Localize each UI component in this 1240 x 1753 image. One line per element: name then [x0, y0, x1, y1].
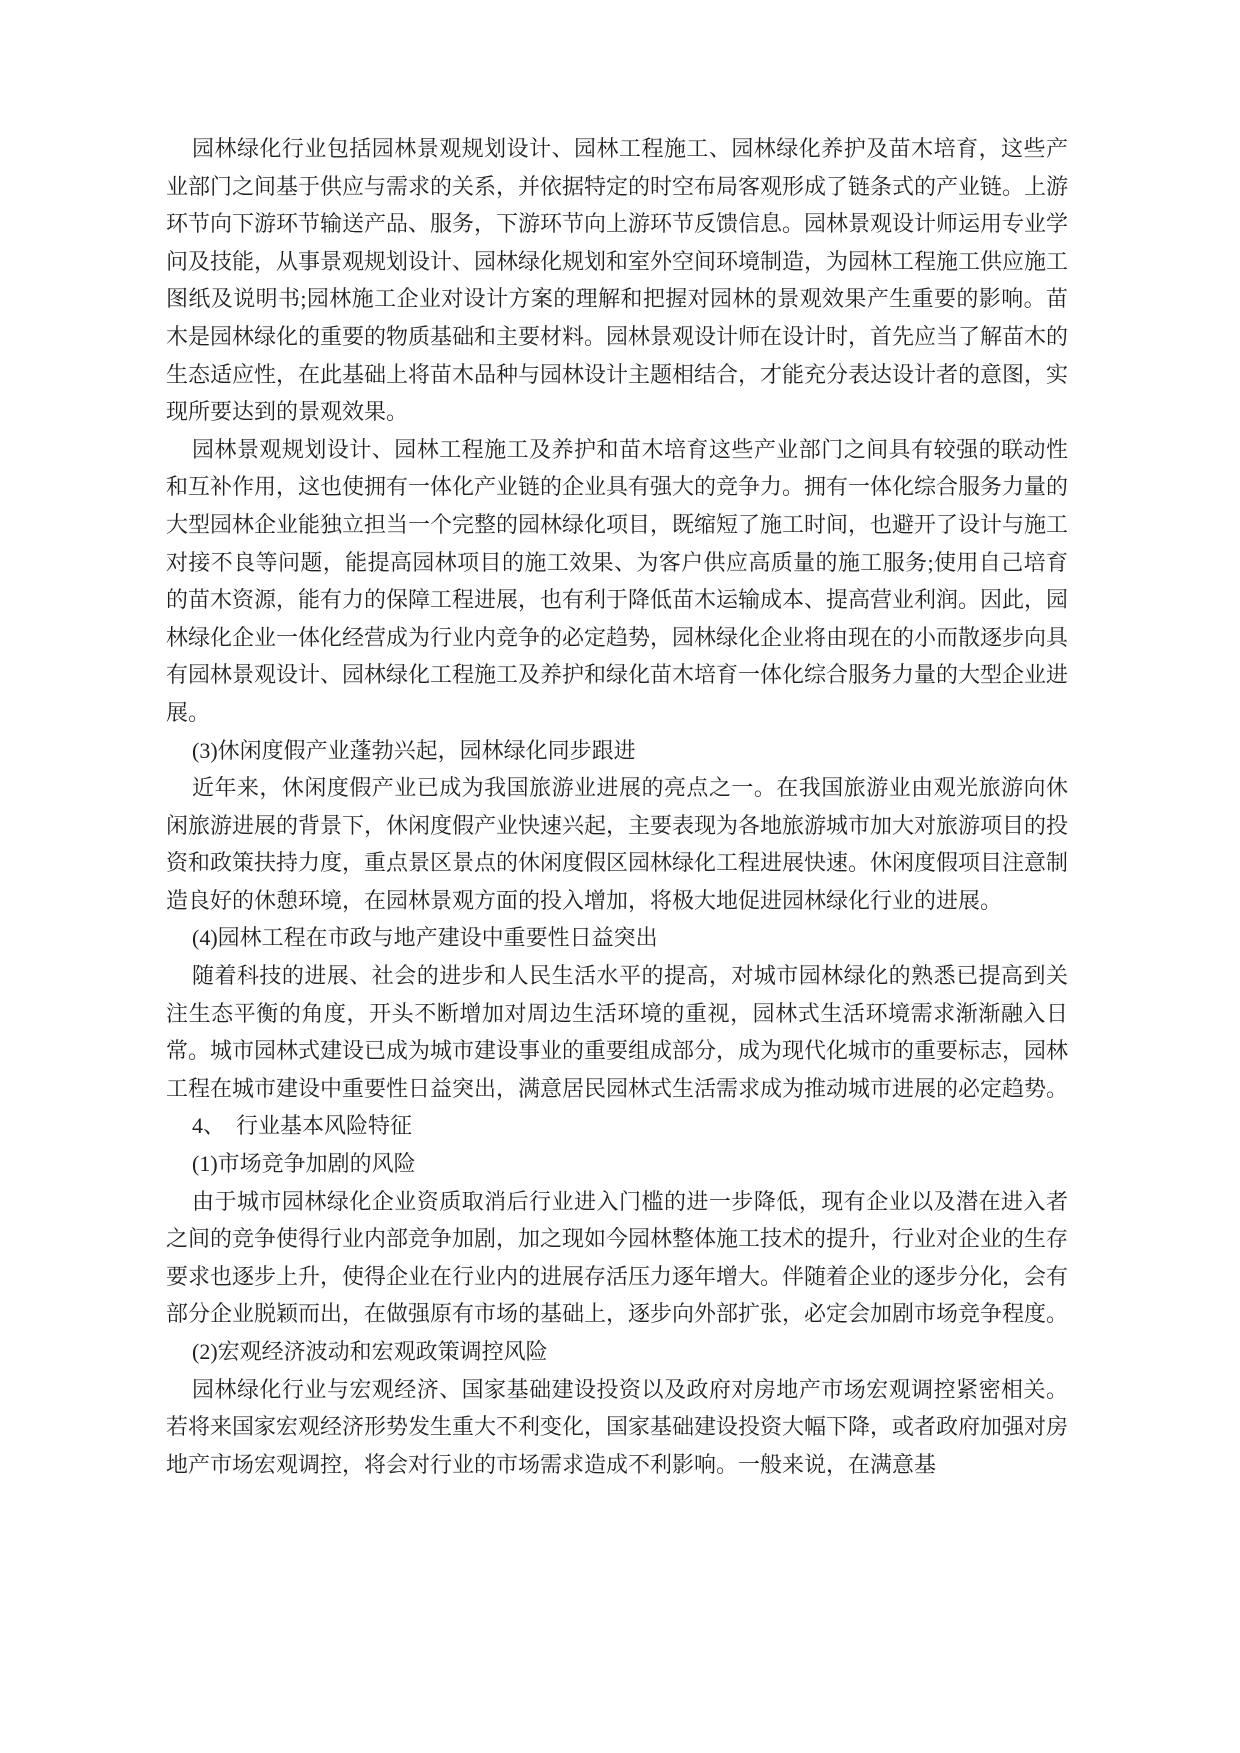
body-paragraph: 随着科技的进展、社会的进步和人民生活水平的提高，对城市园林绿化的熟悉已提高到关注生态平衡的角度，开头不断增加对周边生活环境的重视，园林式生活环境需求渐渐融入日常。城市园林式建设已成为城市建设事业的重要组成部分，成为现代化城市的重要标志，园林工程在城市建设中重要性日益突出，满意居民园林式生活需求成为推动城市进展的必定趋势。: [166, 963, 1069, 1101]
section-heading: 4、 行业基本风险特征: [192, 1113, 413, 1139]
body-paragraph: 由于城市园林绿化企业资质取消后行业进入门槛的进一步降低，现有企业以及潜在进入者之间的竞争使得行业内部竞争加剧，加之现如今园林整体施工技术的提升，行业对企业的生存要求也逐步上升，使得企业在行业内的进展存活压力逐年增大。伴随着企业的逐步分化，会有部分企业脱颖而出，在做强原有市场的基础上，逐步向外部扩张，必定会加剧市场竞争程度。: [166, 1188, 1069, 1327]
body-paragraph: 近年来，休闲度假产业已成为我国旅游业进展的亮点之一。在我国旅游业由观光旅游向休闲旅游进展的背景下，休闲度假产业快速兴起，主要表现为各地旅游城市加大对旅游项目的投资和政策扶持力度，重点景区景点的休闲度假区园林绿化工程进展快速。休闲度假项目注意制造良好的休憩环境，在园林景观方面的投入增加，将极大地促进园林绿化行业的进展。: [166, 775, 1069, 913]
body-paragraph: 园林绿化行业包括园林景观规划设计、园林工程施工、园林绿化养护及苗木培育，这些产业部门之间基于供应与需求的关系，并依据特定的时空布局客观形成了链条式的产业链。上游环节向下游环节输送产品、服务，下游环节向上游环节反馈信息。园林景观设计师运用专业学问及技能，从事景观规划设计、园林绿化规划和室外空间环境制造，为园林工程施工供应施工图纸及说明书;园林施工企业对设计方案的理解和把握对园林的景观效果产生重要的影响。苗木是园林绿化的重要的物质基础和主要材料。园林景观设计师在设计时，首先应当了解苗木的生态适应性，在此基础上将苗木品种与园林设计主题相结合，才能充分表达设计者的意图，实现所要达到的景观效果。: [166, 136, 1069, 425]
body-paragraph: 园林绿化行业与宏观经济、国家基础建设投资以及政府对房地产市场宏观调控紧密相关。若将来国家宏观经济形势发生重大不利变化，国家基础建设投资大幅下降，或者政府加强对房地产市场宏观调控，将会对行业的市场需求造成不利影响。一般来说，在满意基: [166, 1376, 1069, 1477]
body-paragraph: 园林景观规划设计、园林工程施工及养护和苗木培育这些产业部门之间具有较强的联动性和互补作用，这也使拥有一体化产业链的企业具有强大的竞争力。拥有一体化综合服务力量的大型园林企业能独立担当一个完整的园林绿化项目，既缩短了施工时间，也避开了设计与施工对接不良等问题，能提高园林项目的施工效果、为客户供应高质量的施工服务;使用自己培育的苗木资源，能有力的保障工程进展，也有利于降低苗木运输成本、提高营业利润。因此，园林绿化企业一体化经营成为行业内竞争的必定趋势，园林绿化企业将由现在的小而散逐步向具有园林景观设计、园林绿化工程施工及养护和绿化苗木培育一体化综合服务力量的大型企业进展。: [166, 436, 1069, 725]
section-heading: (1)市场竞争加剧的风险: [192, 1151, 416, 1177]
section-heading: (4)园林工程在市政与地产建设中重要性日益突出: [192, 925, 658, 951]
section-heading: (3)休闲度假产业蓬勃兴起，园林绿化同步跟进: [192, 737, 636, 763]
document-body: [166, 130, 1068, 1483]
section-heading: (2)宏观经济波动和宏观政策调控风险: [192, 1339, 548, 1364]
